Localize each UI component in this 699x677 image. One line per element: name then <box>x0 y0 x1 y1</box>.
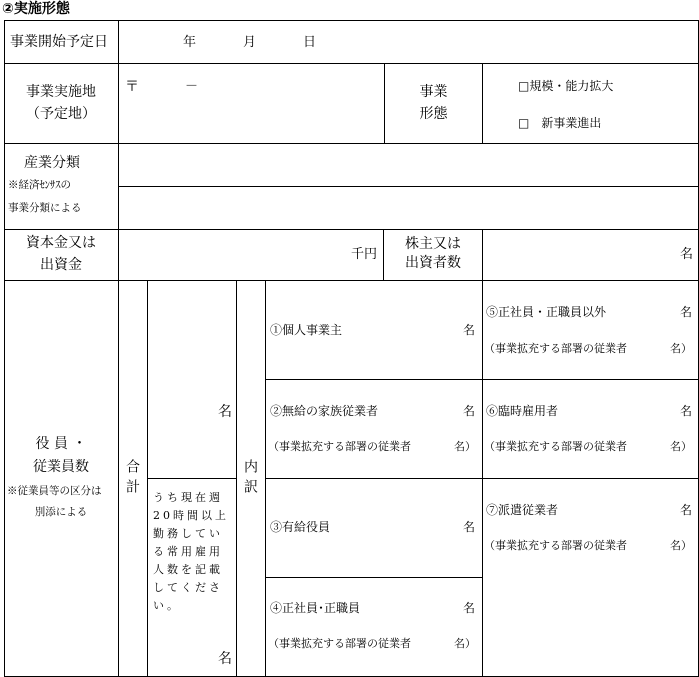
item6-sub-unit: 名） <box>670 440 692 453</box>
postal-dash: － <box>185 79 199 94</box>
option-expansion-checkbox[interactable]: □規模・能力拡大 <box>518 79 614 93</box>
capital-unit: 千円 <box>351 247 378 262</box>
item7-field[interactable] <box>483 479 698 577</box>
item2-sub-unit: 名） <box>454 440 476 453</box>
capital-field[interactable] <box>119 230 383 280</box>
item2-sub: （事業拡充する部署の従業者 <box>268 440 411 453</box>
start-date-year: 年 <box>183 35 197 50</box>
capital-label-line2: 出資金 <box>40 257 82 273</box>
item7-sub: （事業拡充する部署の従業者 <box>484 539 627 552</box>
site-address-field[interactable] <box>119 64 384 143</box>
item6-label: ⑥臨時雇用者 <box>486 404 559 418</box>
item7-label: ⑦派遣従業者 <box>486 503 559 517</box>
item5-unit: 名 <box>680 305 693 319</box>
item5-sub-unit: 名） <box>670 342 692 355</box>
industry-note-line2: 事業分類による <box>8 202 82 214</box>
item3-unit: 名 <box>463 520 476 534</box>
industry-note-line1: ※経済ｾﾝｻｽの <box>8 179 71 191</box>
industry-field-1[interactable] <box>119 144 698 186</box>
item4-unit: 名 <box>463 601 476 615</box>
item1-field[interactable] <box>266 281 482 379</box>
item5-field[interactable] <box>483 281 698 379</box>
item4-label: ④正社員･正職員 <box>270 601 361 615</box>
employees-label-line2: 従業員数 <box>33 459 89 475</box>
business-form-label-line1: 事業 <box>419 84 448 100</box>
site-label-line1: 事業実施地 <box>26 84 96 100</box>
item2-unit: 名 <box>463 404 476 418</box>
shareholders-field[interactable] <box>483 230 698 280</box>
option-new-business-checkbox[interactable]: □ 新事業進出 <box>518 116 602 130</box>
site-label-line2: （予定地） <box>26 106 96 122</box>
postal-mark: 〒 <box>125 79 139 95</box>
start-date-month: 月 <box>243 35 257 50</box>
item7-unit: 名 <box>680 503 693 517</box>
empty-cell <box>483 578 698 676</box>
item4-sub: （事業拡充する部署の従業者 <box>268 637 411 650</box>
breakdown-label: 内訳 <box>242 459 258 499</box>
industry-field-2[interactable] <box>119 187 698 229</box>
capital-label-line1: 資本金又は <box>26 235 96 251</box>
item6-field[interactable] <box>483 380 698 478</box>
industry-label: 産業分類 <box>24 155 80 171</box>
shareholders-label-line2: 出資者数 <box>405 255 461 271</box>
business-form-label-line2: 形態 <box>419 106 448 122</box>
item4-sub-unit: 名） <box>454 637 476 650</box>
item5-sub: （事業拡充する部署の従業者 <box>484 342 627 355</box>
section-title: ②実施形態 <box>2 1 70 17</box>
item1-label: ①個人事業主 <box>270 323 343 337</box>
item2-field[interactable] <box>266 380 482 478</box>
total-label: 合計 <box>124 459 140 499</box>
item6-unit: 名 <box>680 404 693 418</box>
shareholders-unit: 名 <box>680 247 694 262</box>
employees-label-line1: 役 員 ・ <box>35 436 87 452</box>
start-date-field[interactable] <box>119 21 698 63</box>
item6-sub: （事業拡充する部署の従業者 <box>484 440 627 453</box>
fulltime-note: うち現在週 20時間以上勤務している常用雇用人数を記載してください。 <box>153 491 229 612</box>
employees-note-line1: ※従業員等の区分は <box>7 485 102 497</box>
employees-note-line2: 別添による <box>34 506 88 518</box>
item3-label: ③有給役員 <box>270 520 331 534</box>
item4-field[interactable] <box>266 578 482 676</box>
shareholders-label-line1: 株主又は <box>405 236 461 252</box>
item3-field[interactable] <box>266 479 482 577</box>
item2-label: ②無給の家族従業者 <box>270 404 379 418</box>
total-unit: 名 <box>218 404 232 420</box>
item7-sub-unit: 名） <box>670 539 692 552</box>
fulltime-unit: 名 <box>218 651 232 667</box>
start-date-day: 日 <box>303 35 317 50</box>
total-employees-field[interactable] <box>148 281 236 478</box>
item1-unit: 名 <box>463 323 476 337</box>
item5-label: ⑤正社員・正職員以外 <box>486 305 607 319</box>
start-date-label: 事業開始予定日 <box>10 34 108 50</box>
